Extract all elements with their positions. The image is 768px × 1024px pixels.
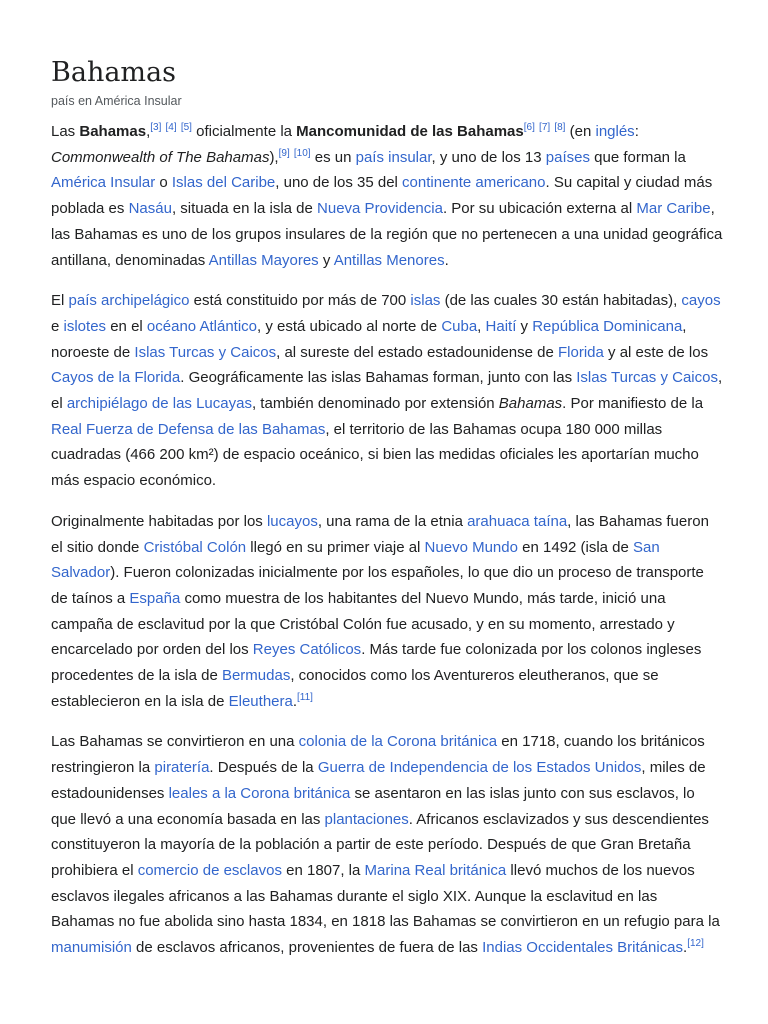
article-link[interactable]: España [129, 589, 181, 607]
text-run: (en [565, 123, 596, 140]
text-run: , [146, 123, 151, 140]
article [51, 54, 723, 976]
text-run: y al este de los [603, 343, 709, 361]
paragraph [51, 729, 723, 960]
text-run: , miles de estadounidenses [51, 759, 706, 802]
article-link[interactable]: Cayos de la Florida [51, 369, 181, 387]
text-run: y [516, 317, 533, 335]
article-body [51, 119, 723, 961]
reference-link[interactable]: [10] [293, 147, 311, 159]
article-link[interactable]: Cristóbal Colón [143, 538, 247, 556]
reference-superscript [687, 938, 704, 949]
reference-link[interactable]: [6] [523, 122, 535, 133]
bold-term: Mancomunidad de las Bahamas [296, 123, 524, 140]
article-link[interactable]: continente americano [402, 174, 546, 192]
text-run: en 1718, cuando los británicos restringieron la [51, 733, 705, 777]
reference-superscript [297, 692, 313, 703]
reference-superscript [150, 122, 161, 133]
article-link[interactable]: Antillas Mayores [208, 251, 319, 269]
article-link[interactable]: arahuaca taína [467, 512, 568, 530]
article-link[interactable]: Nuevo Mundo [424, 538, 518, 556]
text-run: : [634, 123, 639, 140]
article-link[interactable]: Antillas Menores [333, 251, 445, 269]
text-run: como muestra de los habitantes del Nuevo Mundo, más tarde, inició una campaña de esclavitud por la que Cristóbal Colón fue acusado, y en su momento, arrestado y encarcelado por orden del los [51, 589, 675, 659]
article-link[interactable]: América Insular [51, 174, 156, 192]
text-run: . Más tarde fue colonizada por los colonos ingleses procedentes de la isla de [51, 641, 702, 685]
reference-superscript [294, 148, 311, 159]
article-link[interactable]: país archipelágico [68, 292, 190, 310]
article-link[interactable]: país insular [355, 148, 432, 166]
text-run: Originalmente habitadas por los [51, 512, 267, 530]
text-run: . Geográficamente las islas Bahamas forman, junto con las [180, 369, 577, 387]
text-run: Las Bahamas se convirtieron en una [51, 733, 299, 751]
article-link[interactable]: Cuba [441, 317, 478, 335]
text-run: es un [310, 148, 356, 166]
text-run: , situada en la isla de [171, 200, 318, 218]
bold-term: Bahamas [79, 123, 147, 140]
article-link[interactable]: República Dominicana [532, 317, 683, 335]
text-run: , noroeste de [51, 317, 687, 361]
text-run: Las [51, 123, 80, 140]
text-run: ), [269, 148, 279, 166]
text-run: , y está ubicado al norte de [257, 317, 442, 335]
text-run: , [477, 317, 486, 335]
text-run: , el territorio de las Bahamas ocupa 180 000 millas cuadradas (466 200 km²) de espacio oceánico, si bien las medidas oficiales les aportarían mucho más espacio económico. [51, 420, 699, 490]
text-run: de esclavos africanos, provenientes de fuera de las [131, 939, 483, 957]
article-link[interactable]: plantaciones [324, 810, 409, 828]
article-link[interactable]: Eleuthera [228, 692, 293, 710]
article-link[interactable]: Real Fuerza de Defensa de las Bahamas [51, 420, 326, 438]
text-run: en el [106, 317, 147, 335]
article-link[interactable]: piratería [154, 759, 210, 777]
text-run: . [683, 939, 688, 957]
text-run: . Su capital y ciudad más poblada es [51, 174, 713, 218]
article-link[interactable]: Nueva Providencia [317, 200, 443, 218]
text-run: . [444, 251, 449, 269]
page-title: Bahamas [51, 57, 176, 88]
reference-superscript [539, 122, 550, 133]
article-link[interactable]: Florida [558, 343, 604, 361]
reference-link[interactable]: [7] [539, 122, 551, 133]
reference-link[interactable]: [4] [165, 122, 177, 133]
article-link[interactable]: Islas del Caribe [171, 174, 276, 192]
italic-term: Commonwealth of The Bahamas [51, 148, 270, 166]
text-run: , las Bahamas es uno de los grupos insulares de la región que no pertenecen a una unidad geográfica antillana, denominadas [51, 200, 723, 269]
text-run: ). Fueron colonizadas inicialmente por los españoles, lo que dio un proceso de transporte de taínos a [51, 564, 704, 607]
article-link[interactable]: inglés [595, 123, 635, 140]
article-link[interactable]: islas [410, 292, 441, 310]
text-run: , también denominado por extensión [251, 395, 499, 413]
reference-link[interactable]: [5] [180, 122, 192, 133]
article-link[interactable]: leales a la Corona británica [168, 784, 351, 802]
text-run: . Por manifiesto de la [562, 395, 704, 413]
text-run: y [318, 251, 334, 269]
article-link[interactable]: Reyes Católicos [252, 641, 362, 659]
text-run: , conocidos como los Aventureros eleutheranos, que se establecieron en la isla de [51, 667, 659, 710]
article-link[interactable]: archipiélago de las Lucayas [66, 395, 252, 413]
text-run: El [51, 292, 69, 310]
text-run: . [292, 692, 298, 710]
paragraph [51, 288, 723, 494]
article-link[interactable]: Marina Real británica [364, 861, 507, 879]
text-run: , una rama de la etnia [317, 512, 468, 530]
reference-link[interactable]: [3] [150, 122, 162, 133]
reference-link[interactable]: [12] [687, 938, 704, 950]
article-link[interactable]: colonia de la Corona británica [298, 733, 498, 751]
article-link[interactable]: países [545, 148, 590, 166]
article-link[interactable]: San Salvador [51, 538, 660, 582]
article-link[interactable]: océano Atlántico [146, 317, 258, 335]
reference-superscript [279, 148, 290, 159]
article-link[interactable]: Indias Occidentales Británicas [482, 939, 684, 957]
page-subtitle: país en América Insular [51, 94, 182, 108]
text-run: llevó muchos de los nuevos esclavos ilegales africanos a las Bahamas durante el siglo XIX. Aunque la esclavitud en las Bahamas no fue abolida sino hasta 1834, en 1818 las Bahamas se convirtieron en un refugio para la [51, 861, 720, 931]
paragraph [51, 509, 723, 715]
article-link[interactable]: lucayos [266, 512, 318, 530]
article-link[interactable]: cayos [681, 292, 721, 310]
text-run: . Africanos esclavizados y sus descendientes constituyeron la mayoría de la población a partir de este período. Después de que Gran Bretaña prohibiera el [51, 810, 709, 879]
text-run: en 1807, la [281, 861, 365, 879]
text-run: , uno de los 35 del [275, 174, 403, 192]
text-run: se asentaron en las islas junto con sus esclavos, lo que llevó a una economía basada en las [51, 784, 695, 828]
reference-link[interactable]: [9] [278, 147, 290, 159]
article-link[interactable]: Guerra de Independencia de los Estados Unidos [317, 759, 642, 777]
text-run: , al sureste del estado estadounidense de [276, 343, 558, 361]
text-run: está constituido por más de 700 [189, 292, 411, 310]
article-link[interactable]: Bermudas [221, 667, 291, 685]
reference-superscript [166, 122, 177, 133]
article-link[interactable]: Islas Turcas y Caicos [576, 369, 718, 387]
text-run: . Después de la [209, 759, 318, 777]
article-link[interactable]: Nasáu [128, 200, 172, 218]
paragraph [51, 119, 723, 273]
text-run: , y uno de los 13 [431, 148, 546, 166]
reference-link[interactable]: [8] [554, 122, 566, 133]
text-run: que forman la [589, 148, 686, 166]
text-run: , las Bahamas fueron el sitio donde [51, 512, 709, 556]
italic-term: Bahamas [498, 395, 563, 413]
text-run: e [51, 317, 64, 335]
article-link[interactable]: Islas Turcas y Caicos [134, 343, 277, 361]
reference-link[interactable]: [11] [297, 691, 313, 703]
reference-superscript [524, 122, 535, 133]
article-link[interactable]: Mar Caribe [636, 200, 711, 218]
reference-superscript [181, 122, 192, 133]
article-link[interactable]: Haití [485, 317, 517, 335]
text-run: , el [51, 369, 723, 413]
article-link[interactable]: comercio de esclavos [137, 861, 282, 879]
reference-superscript [554, 122, 565, 133]
text-run: o [155, 174, 172, 192]
text-run: (de las cuales 30 están habitadas), [440, 292, 682, 310]
article-link[interactable]: manumisión [51, 939, 132, 957]
article-link[interactable]: islotes [63, 317, 107, 335]
text-run: llegó en su primer viaje al [246, 538, 425, 556]
text-run: oficialmente la [191, 123, 297, 140]
text-run: . Por su ubicación externa al [442, 200, 637, 218]
text-run: en 1492 (isla de [517, 538, 634, 556]
